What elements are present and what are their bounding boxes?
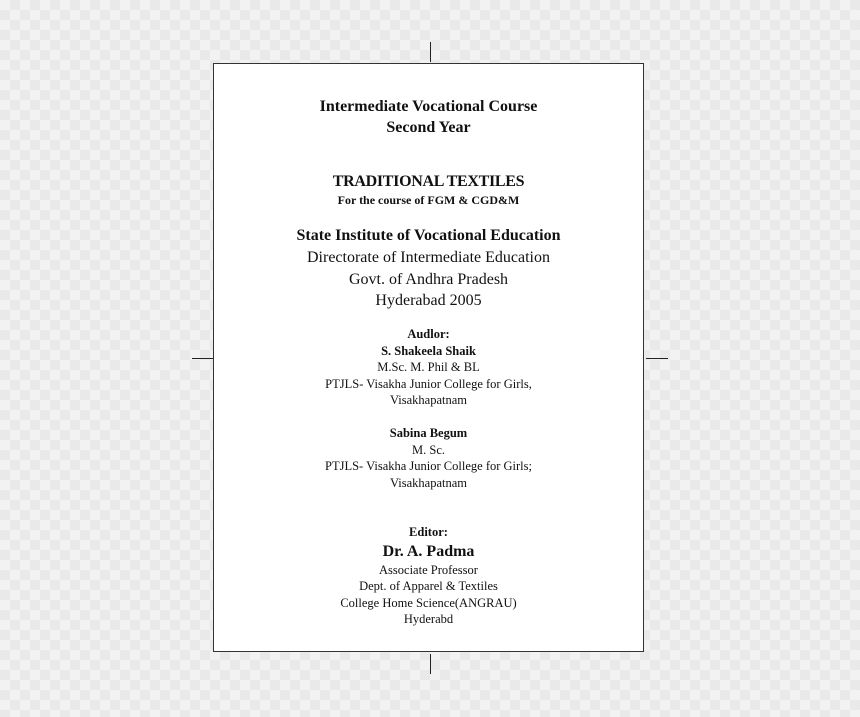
author-affiliation: PTJLS- Visakha Junior College for Girls, [325, 376, 532, 391]
authors-heading: Audlor: [407, 327, 450, 341]
book-subtitle: For the course of FGM & CGD&M [337, 193, 520, 207]
crop-mark-left [192, 358, 214, 359]
author-affiliation: PTJLS- Visakha Junior College for Girls; [325, 459, 532, 473]
editor-heading: Editor: [409, 525, 448, 539]
author-block-2 [214, 425, 643, 491]
editor-college: College Home Science(ANGRAU) [340, 595, 517, 610]
book-title-block [214, 172, 643, 208]
editor-department: Dept. of Apparel & Textiles [359, 579, 498, 593]
course-heading [214, 96, 643, 138]
directorate-name: Directorate of Intermediate Education [307, 249, 550, 266]
crop-mark-right [646, 358, 668, 359]
course-name: Intermediate Vocational Course [319, 98, 538, 115]
editor-block [214, 524, 643, 628]
editor-position: Associate Professor [379, 562, 478, 577]
crop-mark-top [430, 42, 431, 62]
author-block-1 [214, 326, 643, 409]
title-page [213, 63, 644, 652]
crop-mark-bottom [430, 654, 431, 674]
editor-city: Hyderabd [403, 612, 454, 626]
course-year: Second Year [386, 119, 471, 136]
author-city: Visakhapatnam [389, 393, 467, 407]
institute-block [214, 225, 643, 312]
author-city: Visakhapatnam [389, 475, 467, 490]
author-qualification: M. Sc. [412, 442, 445, 457]
author-name: Sabina Begum [389, 426, 468, 440]
government-name: Govt. of Andhra Pradesh [348, 270, 509, 288]
book-title: TRADITIONAL TEXTILES [332, 173, 525, 190]
institute-name: State Institute of Vocational Education [296, 227, 561, 244]
author-qualification: M.Sc. M. Phil & BL [377, 360, 480, 374]
editor-name: Dr. A. Padma [382, 542, 475, 560]
author-name: S. Shakeela Shaik [381, 343, 476, 358]
place-year: Hyderabad 2005 [375, 292, 482, 309]
